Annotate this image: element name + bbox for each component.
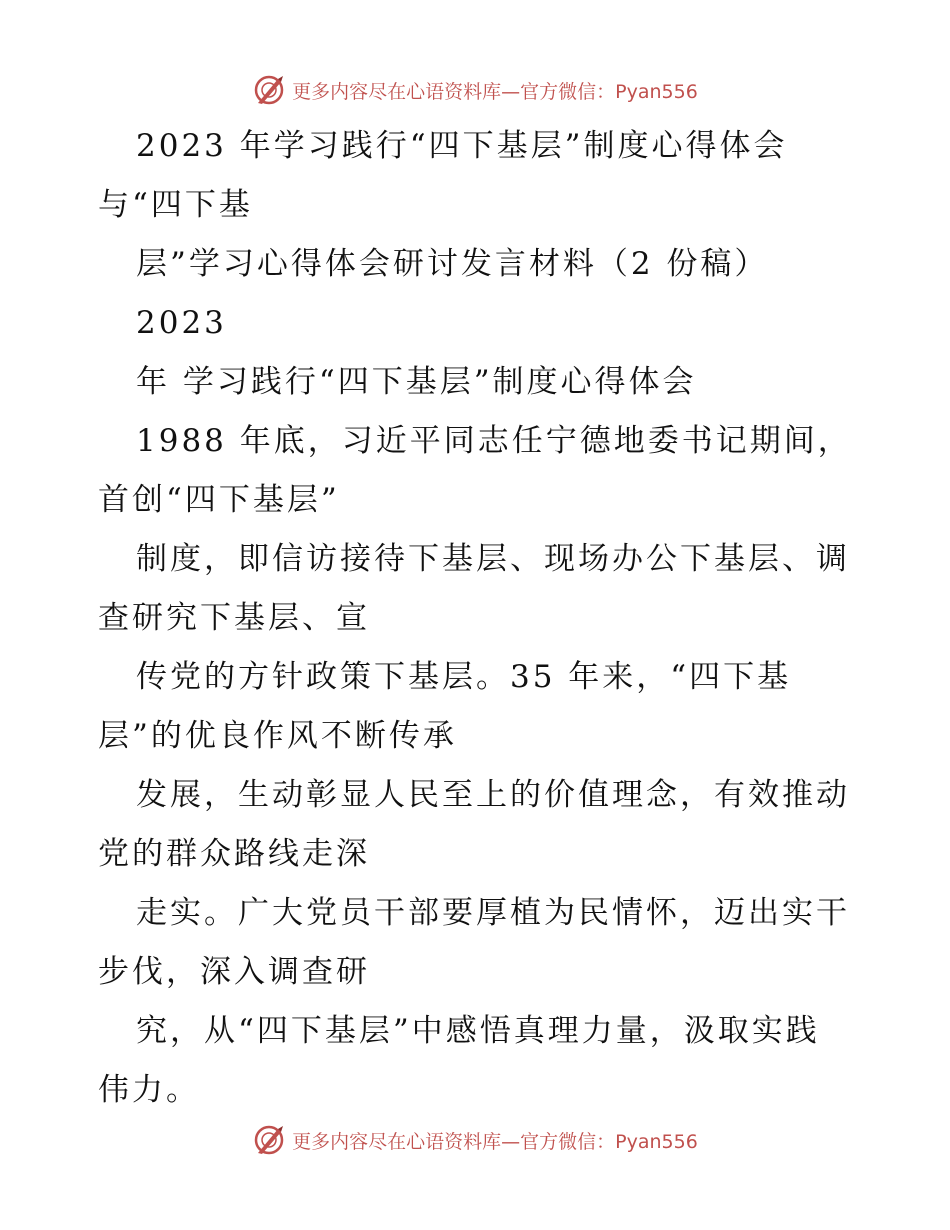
text-line: 伟力。 — [98, 1072, 200, 1108]
text-line: 究，从“四下基层”中感悟真理力量，汲取实践 — [136, 1013, 820, 1049]
footer-watermark — [0, 1120, 950, 1160]
header-watermark-text: 更多内容尽在心语资料库—官方微信：Pyan556 — [292, 80, 698, 103]
quill-logo-icon — [252, 1123, 286, 1157]
text-line: 走实。广大党员干部要厚植为民情怀，迈出实干 — [136, 895, 850, 931]
text-line: 年 学习践行“四下基层”制度心得体会 — [136, 364, 697, 400]
text-line: 1988 年底，习近平同志任宁德地委书记期间， — [136, 423, 852, 459]
document-body — [98, 117, 858, 1120]
text-line: 发展，生动彰显人民至上的价值理念，有效推动 — [136, 777, 850, 813]
text-line: 传党的方针政策下基层。35 年来，“四下基 — [136, 659, 792, 695]
text-line: 党的群众路线走深 — [98, 836, 370, 872]
quill-logo-icon — [252, 73, 286, 107]
text-line: 制度，即信访接待下基层、现场办公下基层、调 — [136, 541, 850, 577]
header-watermark — [0, 70, 950, 110]
text-line: 与“四下基 — [98, 187, 253, 223]
text-line: 层”的优良作风不断传承 — [98, 718, 457, 754]
text-line: 2023 年学习践行“四下基层”制度心得体会 — [136, 128, 788, 164]
text-line: 步伐，深入调查研 — [98, 954, 370, 990]
text-line: 2023 — [136, 305, 227, 341]
text-line: 首创“四下基层” — [98, 482, 340, 518]
text-line: 层”学习心得体会研讨发言材料（2 份稿） — [136, 246, 769, 282]
footer-watermark-text: 更多内容尽在心语资料库—官方微信：Pyan556 — [292, 1130, 698, 1153]
text-line: 查研究下基层、宣 — [98, 600, 370, 636]
